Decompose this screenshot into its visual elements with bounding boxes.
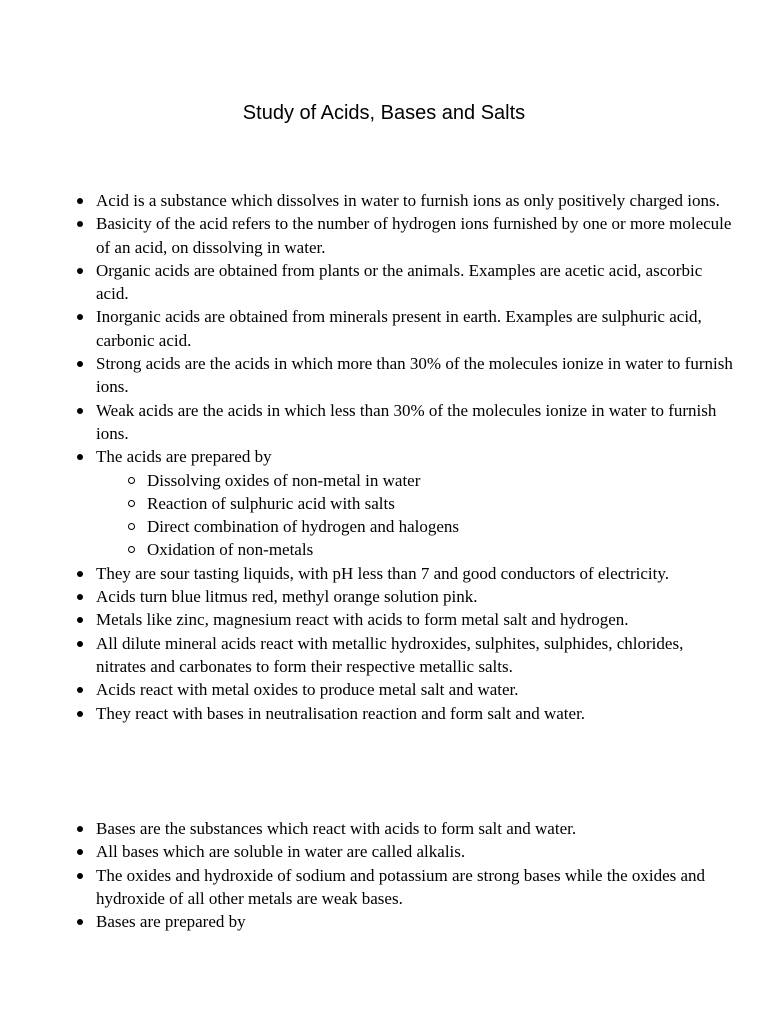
list-item-text: Weak acids are the acids in which less than 30% of the molecules ionize in water to furnish ions. bbox=[96, 400, 717, 443]
page-title: Study of Acids, Bases and Salts bbox=[242, 102, 526, 124]
list-item bbox=[96, 585, 736, 608]
list-item-text: All bases which are soluble in water are called alkalis. bbox=[96, 842, 466, 862]
bullet-icon bbox=[77, 641, 83, 647]
bullet-icon bbox=[77, 919, 83, 925]
bases-bullet-list bbox=[96, 817, 736, 933]
list-item-text: Acid is a substance which dissolves in water to furnish ions as only positively charged ions. bbox=[96, 191, 720, 210]
list-item bbox=[96, 352, 736, 399]
list-item bbox=[96, 864, 736, 911]
acid-preparation-sublist bbox=[96, 469, 736, 562]
list-item-text: Acids turn blue litmus red, methyl orange solution pink. bbox=[96, 587, 478, 607]
list-item-text: Bases are the substances which react with acids to form salt and water. bbox=[96, 819, 577, 838]
list-item bbox=[96, 817, 736, 840]
acids-bullet-list bbox=[96, 189, 736, 725]
list-item bbox=[96, 840, 736, 863]
sublist-item bbox=[147, 469, 736, 492]
sublist-item-text: Direct combination of hydrogen and halogens bbox=[147, 517, 460, 537]
list-item bbox=[96, 189, 736, 212]
list-item bbox=[96, 632, 736, 679]
list-item-text: Strong acids are the acids in which more than 30% of the molecules ionize in water to furnish ions. bbox=[96, 354, 733, 397]
circle-bullet-icon bbox=[128, 546, 135, 553]
list-item bbox=[96, 608, 736, 631]
bullet-icon bbox=[77, 711, 83, 717]
bullet-icon bbox=[77, 594, 83, 600]
bullet-icon bbox=[77, 454, 83, 460]
sublist-item bbox=[147, 515, 736, 538]
list-item-text: All dilute mineral acids react with metallic hydroxides, sulphites, sulphides, chlorides, nitrates and carbonates to form their respective metallic salts. bbox=[96, 633, 684, 676]
sublist-item-text: Dissolving oxides of non-metal in water bbox=[147, 470, 421, 490]
list-item bbox=[96, 399, 736, 446]
list-item-text: Metals like zinc, magnesium react with acids to form metal salt and hydrogen. bbox=[96, 610, 629, 630]
list-item-text: The oxides and hydroxide of sodium and potassium are strong bases while the oxides and hydroxide of all other metals are weak bases. bbox=[96, 865, 706, 908]
list-item bbox=[96, 305, 736, 352]
list-item-text: The acids are prepared by bbox=[96, 447, 272, 467]
bullet-icon bbox=[77, 571, 83, 577]
bullet-icon bbox=[77, 198, 83, 204]
sublist-item-text: Reaction of sulphuric acid with salts bbox=[147, 493, 395, 513]
list-item-text: They are sour tasting liquids, with pH less than 7 and good conductors of electricity. bbox=[96, 563, 669, 583]
list-item bbox=[96, 562, 736, 585]
bullet-icon bbox=[77, 408, 83, 414]
sublist-item bbox=[147, 492, 736, 515]
list-item-text: Inorganic acids are obtained from minerals present in earth. Examples are sulphuric acid, carbonic acid. bbox=[96, 307, 702, 350]
bullet-icon bbox=[77, 268, 83, 274]
list-item bbox=[96, 445, 736, 561]
list-item bbox=[96, 678, 736, 701]
circle-bullet-icon bbox=[128, 477, 135, 484]
sublist-item bbox=[147, 538, 736, 561]
bullet-icon bbox=[77, 617, 83, 623]
list-item bbox=[96, 702, 736, 725]
bullet-icon bbox=[77, 221, 83, 227]
bullet-icon bbox=[77, 849, 83, 855]
circle-bullet-icon bbox=[128, 523, 135, 530]
bullet-icon bbox=[77, 687, 83, 693]
circle-bullet-icon bbox=[128, 500, 135, 507]
list-item-text: Organic acids are obtained from plants or the animals. Examples are acetic acid, ascorbic acid. bbox=[96, 260, 703, 304]
list-item bbox=[96, 212, 736, 259]
bullet-icon bbox=[77, 873, 83, 879]
list-item-text: Basicity of the acid refers to the number of hydrogen ions furnished by one or more molecule of an acid, on dissolving in water. bbox=[96, 214, 732, 257]
bullet-icon bbox=[77, 361, 83, 367]
list-item-text: Acids react with metal oxides to produce metal salt and water. bbox=[96, 680, 519, 700]
sublist-item-text: Oxidation of non-metals bbox=[147, 540, 314, 560]
bullet-icon bbox=[77, 314, 83, 320]
list-item bbox=[96, 259, 736, 306]
list-item bbox=[96, 910, 736, 933]
list-item-text: They react with bases in neutralisation reaction and form salt and water. bbox=[96, 703, 586, 723]
bullet-icon bbox=[77, 826, 83, 832]
list-item-text: Bases are prepared by bbox=[96, 912, 246, 932]
